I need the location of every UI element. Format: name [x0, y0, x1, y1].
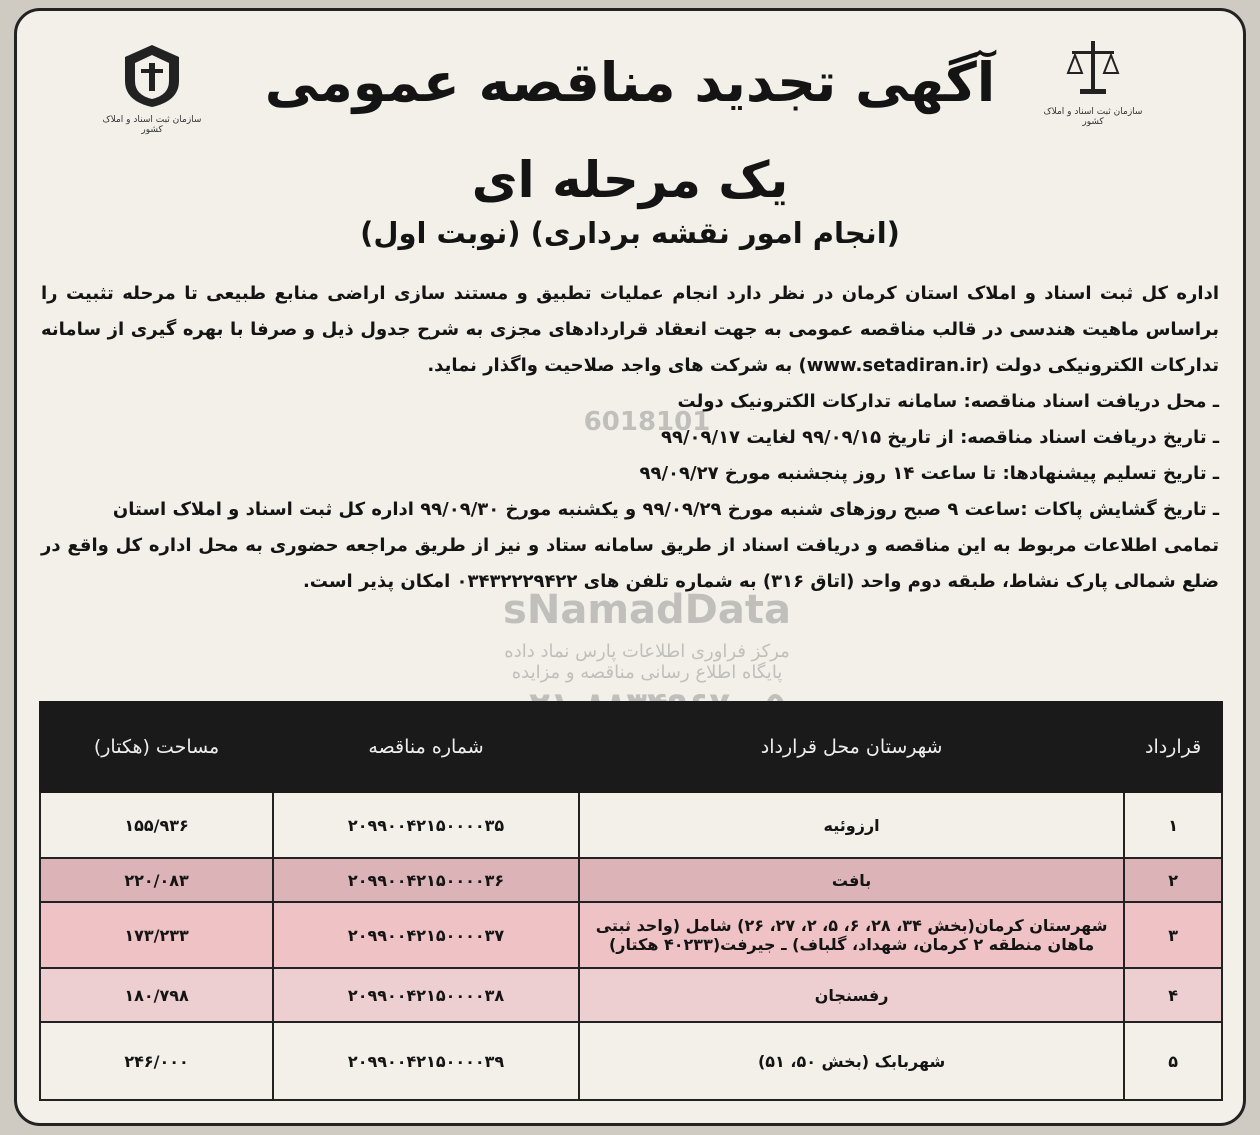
cell-city: ارزوئیه: [579, 792, 1124, 858]
cell-area: ۲۴۶/۰۰۰: [40, 1022, 273, 1100]
intro-paragraph: اداره کل ثبت اسناد و املاک استان کرمان در نظر دارد انجام عملیات تطبیق و مستند سازی اراضی منابع طبیعی تا مرحله تثبیت را براساس ماهیت هندسی در قالب مناقصه عمومی به جهت انعقاد قراردادهای مجزی به شرح جدول ذیل و صرفا با بهره گیری از سامانه تدارکات الکترونیکی دولت (www.setadiran.ir) به شرکت های واجد صلاحیت واگذار نماید.: [41, 283, 1219, 376]
watermark-name: sNamadData: [503, 587, 791, 633]
cell-contract: ۱: [1124, 792, 1222, 858]
bullet-opening-date: ـ تاریخ گشایش پاکات :ساعت ۹ صبح روزهای شنبه مورخ ۹۹/۰۹/۲۹ و یکشنبه مورخ ۹۹/۰۹/۳۰ اداره کل ثبت اسناد و املاک استان: [112, 499, 1219, 520]
cell-contract: ۲: [1124, 858, 1222, 902]
cell-area: ۲۲۰/۰۸۳: [40, 858, 273, 902]
bullet-documents-location: ـ محل دریافت اسناد مناقصه: سامانه تدارکات الکترونیک دولت: [677, 391, 1219, 412]
cell-tender-no: ۲۰۹۹۰۰۴۲۱۵۰۰۰۰۳۷: [273, 902, 579, 968]
cell-city: شهربابک (بخش ۵۰، ۵۱): [579, 1022, 1124, 1100]
notice-title: آگهی تجدید مناقصه عمومی: [264, 51, 996, 114]
table-row: [40, 792, 1222, 858]
cell-tender-no: ۲۰۹۹۰۰۴۲۱۵۰۰۰۰۳۹: [273, 1022, 579, 1100]
watermark-number: 6018101: [583, 407, 711, 437]
logo-left-caption: سازمان ثبت اسناد و املاک کشور: [102, 115, 202, 135]
bullet-submission-deadline: ـ تاریخ تسلیم پیشنهادها: تا ساعت ۱۴ روز پنجشنبه مورخ ۹۹/۰۹/۲۷: [639, 463, 1219, 484]
table-row: [40, 968, 1222, 1022]
watermark-site-line2: پایگاه اطلاع رسانی مناقصه و مزایده: [511, 662, 783, 683]
cell-tender-no: ۲۰۹۹۰۰۴۲۱۵۰۰۰۰۳۶: [273, 858, 579, 902]
tender-table: [39, 701, 1223, 1101]
header-city: شهرستان محل قرارداد: [579, 702, 1124, 792]
cell-area: ۱۵۵/۹۳۶: [40, 792, 273, 858]
header-tender-no: شماره مناقصه: [273, 702, 579, 792]
cell-contract: ۴: [1124, 968, 1222, 1022]
table-row: [40, 902, 1222, 968]
cell-area: ۱۷۳/۲۳۳: [40, 902, 273, 968]
cell-city: بافت: [579, 858, 1124, 902]
cell-contract: ۵: [1124, 1022, 1222, 1100]
table-row: [40, 1022, 1222, 1100]
logo-right-caption: سازمان ثبت اسناد و املاک کشور: [1043, 107, 1143, 127]
table-header-row: [40, 702, 1222, 792]
header-contract: قرارداد: [1124, 702, 1222, 792]
bullet-documents-date: ـ تاریخ دریافت اسناد مناقصه: از تاریخ ۹۹/۰۹/۱۵ لغایت ۹۹/۰۹/۱۷: [660, 427, 1219, 448]
cell-city: رفسنجان: [579, 968, 1124, 1022]
cell-contract: ۳: [1124, 902, 1222, 968]
closing-paragraph: تمامی اطلاعات مربوط به این مناقصه و دریافت اسناد از طریق سامانه ستاد و نیز از طریق مراجعه حضوری به محل اداره کل واقع در ضلع شمالی پارک نشاط، طبقه دوم واحد (اتاق ۳۱۶) به شماره تلفن های ۰۳۴۳۲۲۲۹۴۲۲ امکان پذیر است.: [41, 535, 1219, 592]
notice-body: [41, 276, 1219, 600]
cell-city: شهرستان کرمان(بخش ۳۴، ۲۸، ۶، ۵، ۲، ۲۷، ۲۶) شامل (واحد ثبتی ماهان منطقه ۲ کرمان، شهداد، گلباف) ـ جیرفت(۴۰۲۳۳ هکتار): [579, 902, 1124, 968]
notice-page: [14, 8, 1246, 1126]
table-row: [40, 858, 1222, 902]
watermark-site-line1: مرکز فراوری اطلاعات پارس نماد داده: [504, 641, 790, 662]
cell-tender-no: ۲۰۹۹۰۰۴۲۱۵۰۰۰۰۳۵: [273, 792, 579, 858]
header-area: مساحت (هکتار): [40, 702, 273, 792]
notice-subtitle: (انجام امور نقشه برداری) (نوبت اول): [360, 216, 900, 250]
cell-tender-no: ۲۰۹۹۰۰۴۲۱۵۰۰۰۰۳۸: [273, 968, 579, 1022]
cell-area: ۱۸۰/۷۹۸: [40, 968, 273, 1022]
notice-title-line2: یک مرحله ای: [471, 151, 789, 209]
